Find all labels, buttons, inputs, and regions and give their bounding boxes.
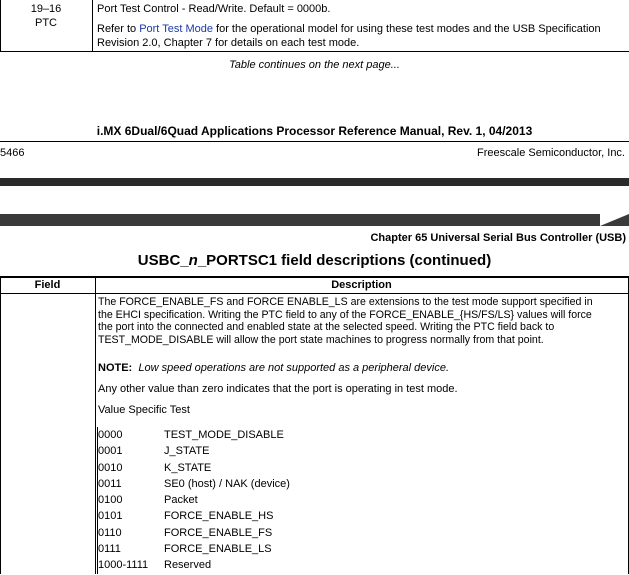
page-number: 5466 <box>0 147 25 159</box>
value-row <box>98 558 290 574</box>
value-code: 0101 <box>98 510 123 523</box>
description-paragraph <box>98 296 593 346</box>
table-title-prefix: USBC_ <box>137 252 189 269</box>
table-title-suffix: _PORTSC1 field descriptions (continued) <box>197 252 492 269</box>
table-column-divider <box>95 276 96 574</box>
chapter-header: Chapter 65 Universal Serial Bus Controller (USB) <box>370 232 626 244</box>
value-row <box>98 509 290 525</box>
value-row <box>98 477 290 493</box>
field-name: PTC <box>35 17 57 29</box>
para-line-4: TEST_MODE_DISABLE will allow the port state machines to progress normally from that point. <box>98 333 544 346</box>
para-line-3: the port into the connected and enabled state at the selected speed. Writing the PTC field back to <box>98 321 555 333</box>
table-title <box>0 252 629 269</box>
value-test: Packet <box>164 494 198 507</box>
value-test: FORCE_ENABLE_HS <box>164 510 274 523</box>
value-specific-test-header: Value Specific Test <box>98 404 190 416</box>
company-name: Freescale Semiconductor, Inc. <box>477 147 625 159</box>
port-test-mode-link[interactable]: Port Test Mode <box>139 23 213 35</box>
value-code: 0111 <box>98 543 121 556</box>
refer-suffix: for the operational model for using these test modes and the USB Specification <box>212 23 601 35</box>
value-test: K_STATE <box>164 461 212 474</box>
value-row <box>98 526 290 542</box>
value-code: 0001 <box>98 445 123 458</box>
value-test: FORCE_ENABLE_FS <box>164 526 273 539</box>
table-continues-note: Table continues on the next page... <box>229 59 400 71</box>
table-title-italic: n <box>188 252 198 269</box>
para-line-1: The FORCE_ENABLE_FS and FORCE ENABLE_LS are extensions to the test mode support specified in <box>98 296 593 308</box>
page-break-bar-bottom <box>0 214 629 226</box>
value-row <box>98 542 290 558</box>
footer-rule <box>0 141 629 142</box>
value-test: TEST_MODE_DISABLE <box>164 429 284 441</box>
value-code: 0000 <box>98 429 123 441</box>
value-code: 0010 <box>98 461 123 474</box>
page-break-bar-top <box>0 178 629 186</box>
value-row <box>98 444 290 460</box>
note-text: Low speed operations are not supported as a peripheral device. <box>138 362 450 374</box>
value-row <box>98 493 290 509</box>
manual-title: i.MX 6Dual/6Quad Applications Processor Reference Manual, Rev. 1, 04/2013 <box>96 124 533 138</box>
field-column-header: Field <box>34 279 61 291</box>
value-test: SE0 (host) / NAK (device) <box>164 477 290 490</box>
para-line-2: the EHCI specification. Writing the PTC field to any of the FORCE_ENABLE_{HS/FS/LS} values will force <box>98 308 592 321</box>
value-code: 0011 <box>98 477 122 490</box>
value-code: 1000-1111 <box>98 559 149 572</box>
ptc-refer-line <box>97 22 601 36</box>
note-line <box>98 361 449 375</box>
refer-prefix: Refer to <box>97 23 140 35</box>
note-label: NOTE: <box>98 362 133 374</box>
values-list <box>98 428 290 575</box>
top-table-divider <box>92 0 93 51</box>
ptc-description-line1: Port Test Control - Read/Write. Default = 0000b. <box>97 3 331 15</box>
page-break-bar-notch <box>600 214 629 226</box>
value-test: J_STATE <box>164 445 210 458</box>
value-test: FORCE_ENABLE_LS <box>164 543 272 556</box>
top-table-bottom-border <box>0 51 629 52</box>
table-left-border <box>0 276 1 574</box>
value-test: Reserved <box>164 559 212 572</box>
ptc-refer-line2: Revision 2.0, Chapter 7 for details on each test mode. <box>97 37 360 49</box>
field-bits: 19–16 <box>30 3 62 15</box>
value-code: 0100 <box>98 494 123 507</box>
description-column-header: Description <box>331 279 392 291</box>
value-row <box>98 461 290 477</box>
value-code: 0110 <box>98 526 122 539</box>
other-value-text: Any other value than zero indicates that the port is operating in test mode. <box>98 383 458 395</box>
value-row <box>98 428 290 444</box>
